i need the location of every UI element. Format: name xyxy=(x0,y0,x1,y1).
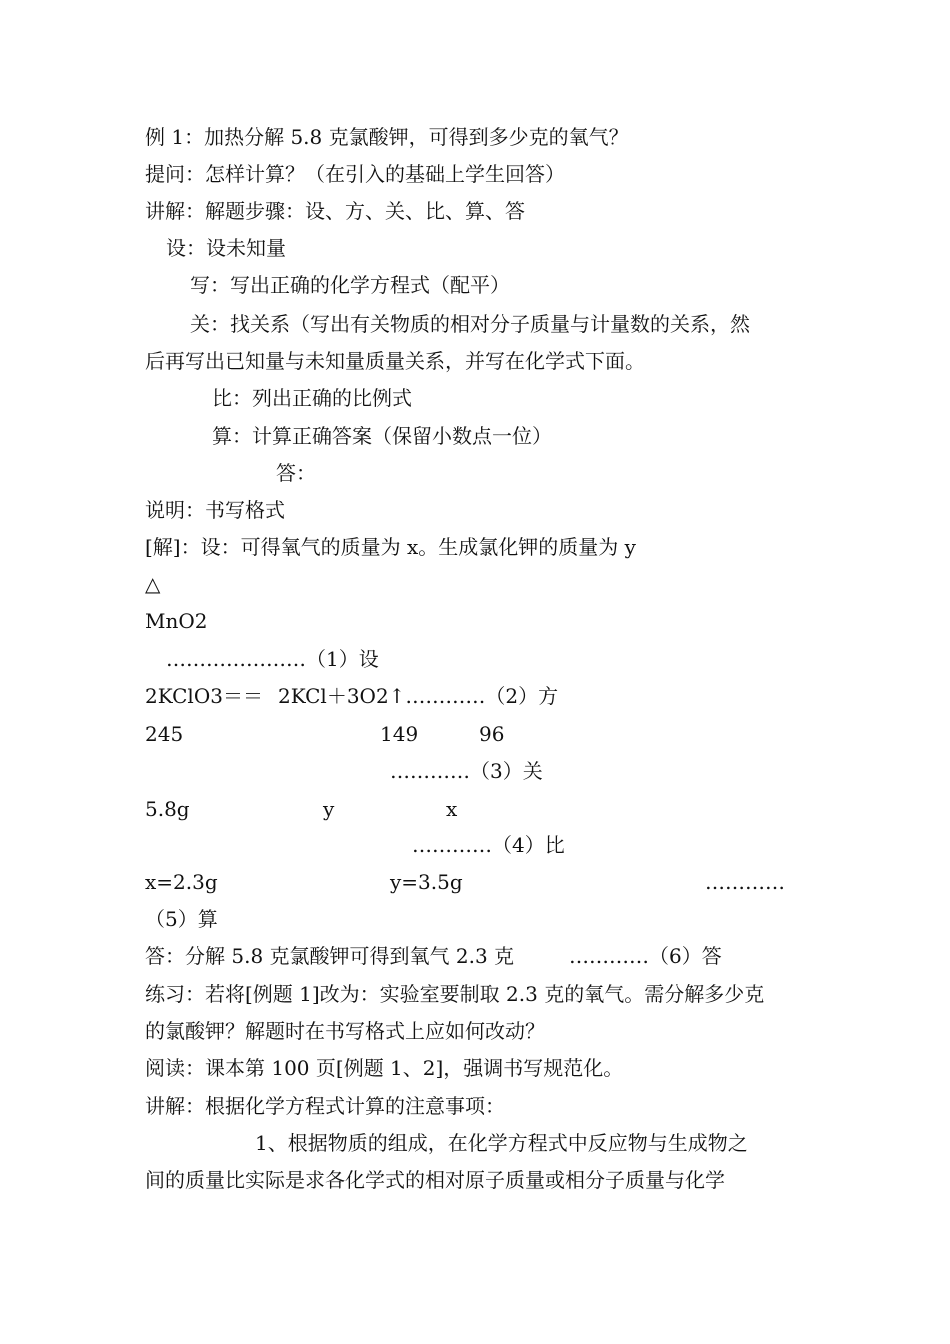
step-5-marker: （5）算 xyxy=(145,907,218,931)
example-1-line: 例 1：加热分解 5.8 克氯酸钾，可得到多少克的氧气？ xyxy=(145,125,629,149)
format-note-line: 说明：书写格式 xyxy=(145,498,285,522)
solution-set-line: [解]：设：可得氧气的质量为 x。生成氯化钾的质量为 y xyxy=(145,535,636,559)
mass-o2: 96 xyxy=(479,722,505,746)
mass-reactant: 245 xyxy=(145,722,184,746)
exercise-continued-line: 的氯酸钾？解题时在书写格式上应如何改动？ xyxy=(145,1019,545,1043)
step-calculate-line: 算：计算正确答案（保留小数点一位） xyxy=(212,424,552,448)
exercise-line: 练习：若将[例题 1]改为：实验室要制取 2.3 克的氧气。需分解多少克 xyxy=(145,982,765,1006)
step-relation-continued-line: 后再写出已知量与未知量质量关系，并写在化学式下面。 xyxy=(145,349,645,373)
equation-reactant: 2KClO3＝＝ xyxy=(145,684,263,708)
catalyst-label: MnO2 xyxy=(145,609,208,633)
step-write-line: 写：写出正确的化学方程式（配平） xyxy=(190,273,510,297)
notes-heading-line: 讲解：根据化学方程式计算的注意事项： xyxy=(145,1094,505,1118)
question-line: 提问：怎样计算？（在引入的基础上学生回答） xyxy=(145,162,565,186)
result-x: x=2.3g xyxy=(145,870,218,894)
given-mass: 5.8g xyxy=(145,797,190,821)
step-answer-line: 答： xyxy=(276,461,316,485)
note-1-continued-line: 间的质量比实际是求各化学式的相对原子质量或相分子质量与化学 xyxy=(145,1168,725,1192)
heat-symbol: △ xyxy=(145,572,161,596)
explain-steps-line: 讲解：解题步骤：设、方、关、比、算、答 xyxy=(145,199,525,223)
answer-line: 答：分解 5.8 克氯酸钾可得到氧气 2.3 克 xyxy=(145,944,515,968)
result-y: y=3.5g xyxy=(390,870,463,894)
step-4-marker: …………（4）比 xyxy=(412,833,565,857)
step-3-marker: …………（3）关 xyxy=(390,759,543,783)
note-1-line: 1、根据物质的组成，在化学方程式中反应物与生成物之 xyxy=(255,1131,748,1155)
reading-line: 阅读：课本第 100 页[例题 1、2]，强调书写规范化。 xyxy=(145,1056,624,1080)
step-1-marker: …………………（1）设 xyxy=(166,647,379,671)
mass-kcl: 149 xyxy=(380,722,419,746)
step-6-marker: …………（6）答 xyxy=(569,944,722,968)
step-5-dots: ………… xyxy=(705,870,785,894)
step-relation-line: 关：找关系（写出有关物质的相对分子质量与计量数的关系，然 xyxy=(190,312,750,336)
unknown-x: x xyxy=(446,797,458,821)
unknown-y: y xyxy=(323,797,335,821)
equation-products: 2KCl＋3O2↑…………（2）方 xyxy=(278,684,559,708)
step-set-line: 设：设未知量 xyxy=(166,236,286,260)
step-ratio-line: 比：列出正确的比例式 xyxy=(212,386,412,410)
